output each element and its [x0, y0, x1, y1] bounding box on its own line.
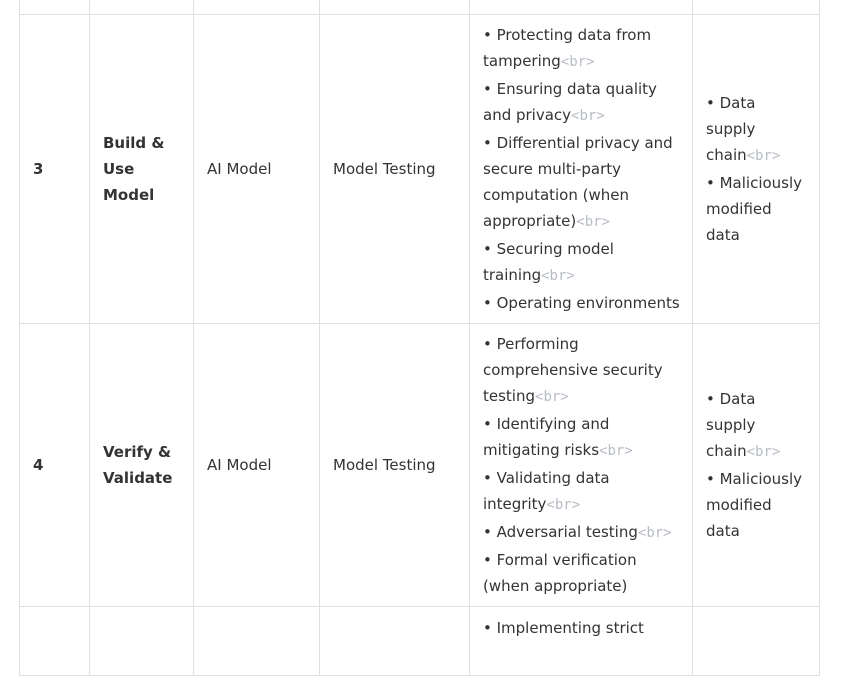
br-tag: <br> — [546, 496, 581, 513]
component-cell: AI Model — [194, 324, 320, 607]
practice-item: • Performing comprehensive security testing<br> — [483, 334, 663, 405]
br-tag: <br> — [599, 442, 633, 459]
br-tag: <br> — [746, 147, 781, 164]
br-tag: <br> — [576, 213, 610, 230]
practices-cell — [470, 324, 693, 607]
practice-item: • Ensuring data quality and privacy<br> — [483, 79, 657, 124]
table-row — [20, 15, 820, 324]
activity-cell: Model Testing — [320, 324, 470, 607]
practice-item: • Implementing strict — [483, 619, 644, 637]
practices-cell — [470, 15, 693, 324]
practices-cell — [470, 607, 693, 676]
table-row — [20, 324, 820, 607]
risks-cell — [693, 15, 820, 324]
br-tag: <br> — [746, 443, 781, 460]
practice-item: • Operating environments — [483, 293, 680, 312]
risk-item: • Maliciously modified data — [706, 173, 803, 244]
practice-item: • Formal verification (when appropriate) — [483, 550, 637, 595]
row-number: 4 — [20, 324, 90, 607]
practice-item: • Validating data integrity<br> — [483, 468, 610, 513]
lifecycle-phase: Verify & Validate — [90, 324, 194, 607]
br-tag: <br> — [535, 388, 569, 405]
practice-item: • Protecting data from tampering<br> — [483, 25, 652, 70]
activity-cell: Model Testing — [320, 15, 470, 324]
practice-item: • Securing model training<br> — [483, 239, 614, 284]
practice-item: • Differential privacy and secure multi-party computation (when appropriate)<br> — [483, 133, 673, 230]
lifecycle-phase: Build & Use Model — [90, 15, 194, 324]
table-row-previous — [20, 0, 820, 15]
br-tag: <br> — [571, 107, 605, 124]
br-tag: <br> — [637, 524, 672, 541]
risk-item: • Data supply chain<br> — [706, 389, 781, 460]
row-number: 3 — [20, 15, 90, 324]
br-tag: <br> — [560, 53, 595, 70]
practice-item: • Identifying and mitigating risks<br> — [483, 414, 633, 459]
br-tag: <br> — [541, 267, 575, 284]
risk-item: • Maliciously modified data — [706, 469, 803, 540]
data-lifecycle-table — [19, 0, 820, 676]
component-cell: AI Model — [194, 15, 320, 324]
risks-cell — [693, 324, 820, 607]
practice-item: • Adversarial testing<br> — [483, 522, 672, 541]
table-row — [20, 607, 820, 676]
risk-item: • Data supply chain<br> — [706, 93, 781, 164]
